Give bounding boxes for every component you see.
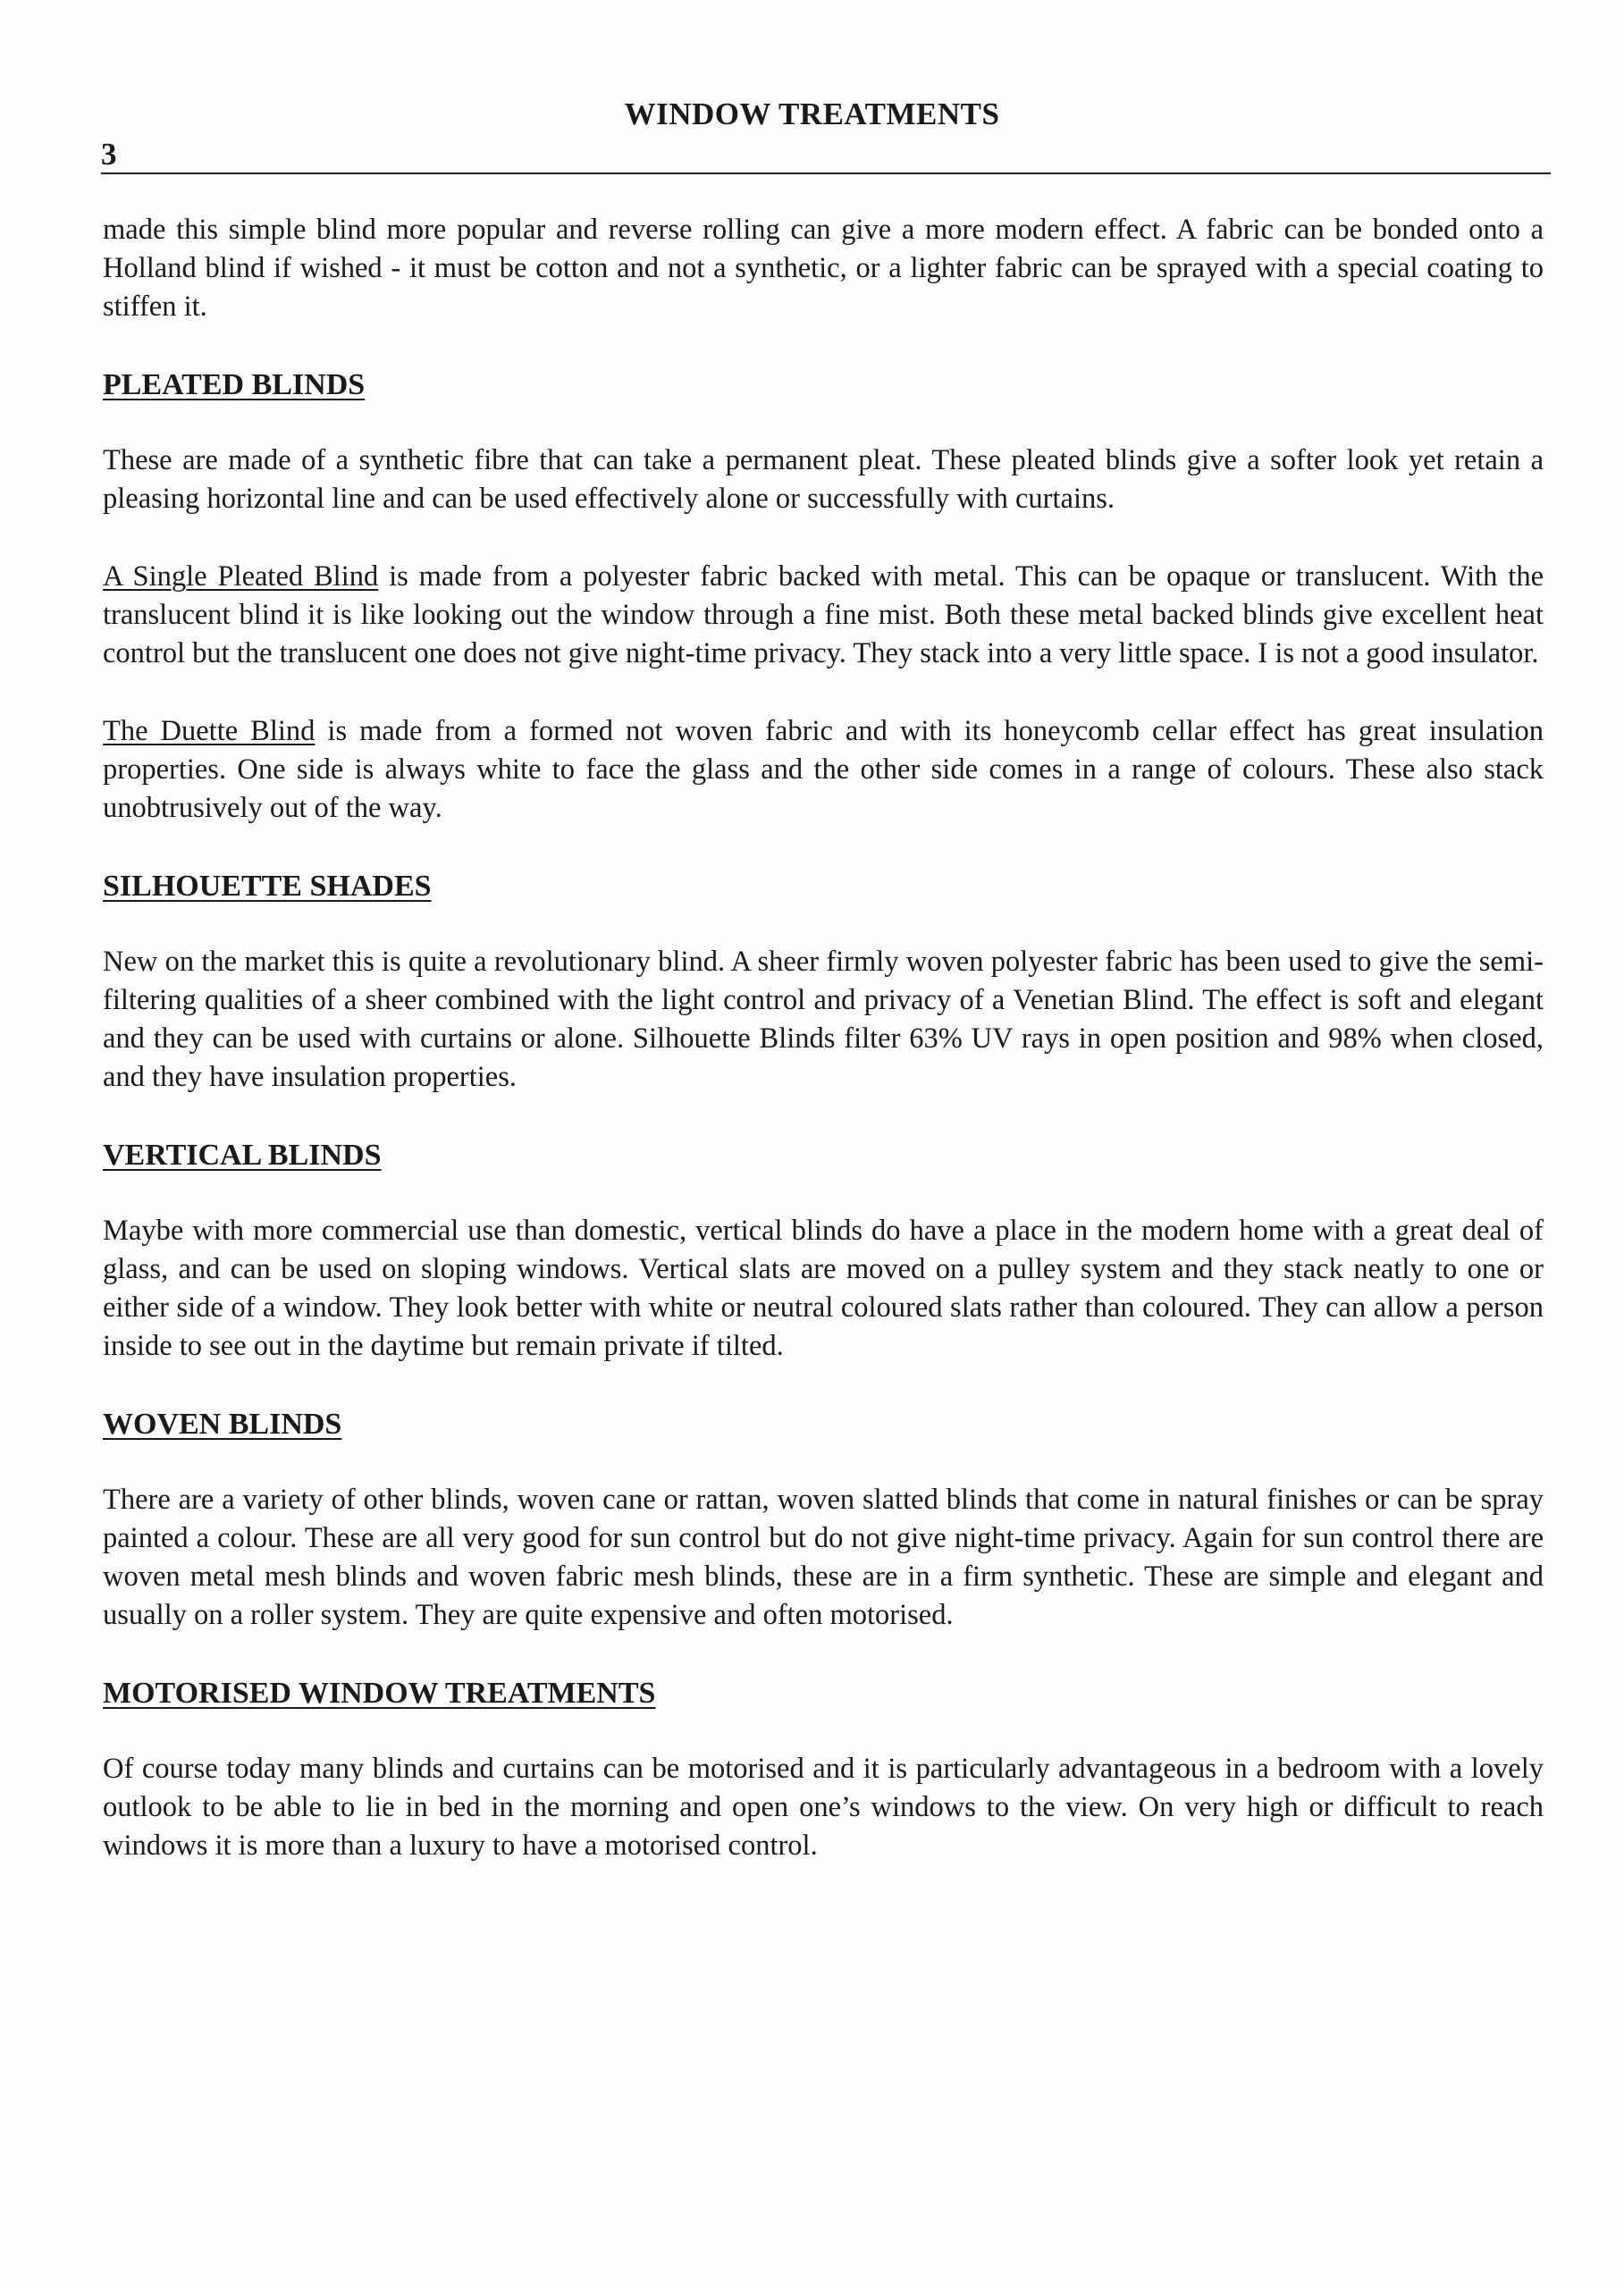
page-number: 3	[101, 137, 117, 172]
running-header-title: WINDOW TREATMENTS	[624, 97, 1000, 131]
duette-paragraph	[103, 712, 1544, 828]
heading-vertical-blinds: VERTICAL BLINDS	[103, 1139, 382, 1172]
heading-pleated-blinds: PLEATED BLINDS	[103, 368, 366, 401]
section-vertical-blinds	[103, 1136, 1544, 1366]
duette-term: The Duette Blind	[103, 715, 316, 747]
heading-silhouette-shades: SILHOUETTE SHADES	[103, 870, 432, 903]
section-woven-blinds	[103, 1405, 1544, 1635]
single-pleated-paragraph	[103, 558, 1544, 673]
header-divider	[101, 172, 1551, 174]
motorised-paragraph: Of course today many blinds and curtains can be motorised and it is particularly advantageous in a bedroom with a lovely outlook to be able to lie in bed in the morning and open one’s windows to the view. On very high or difficult to reach windows it is more than a luxury to have a motorised control.	[103, 1753, 1544, 1862]
section-pleated-blinds	[103, 366, 1544, 828]
single-pleated-text: is made from a polyester fabric backed with metal. This can be opaque or translucent. With the translucent blind it is like looking out the window through a fine mist. Both these metal backed blinds give excellent heat control but the translucent one does not give night-time privacy. They stack into a very little space. I is not a good insulator.	[103, 560, 1544, 669]
pleated-intro-paragraph: These are made of a synthetic fibre that can take a permanent pleat. These pleated blinds give a softer look yet retain a pleasing horizontal line and can be used effectively alone or successfully with curtains.	[103, 444, 1544, 515]
heading-woven-blinds: WOVEN BLINDS	[103, 1408, 342, 1441]
duette-text: is made from a formed not woven fabric and with its honeycomb cellar effect has great insulation properties. One side is always white to face the glass and the other side comes in a range of colours. These also stack unobtrusively out of the way.	[103, 715, 1544, 824]
page-body	[103, 211, 1544, 1865]
intro-paragraph: made this simple blind more popular and reverse rolling can give a more modern effect. A fabric can be bonded onto a Holland blind if wished - it must be cotton and not a synthetic, or a lighter fabric can be sprayed with a special coating to stiffen it.	[103, 214, 1544, 323]
vertical-paragraph: Maybe with more commercial use than domestic, vertical blinds do have a place in the modern home with a great deal of glass, and can be used on sloping windows. Vertical slats are moved on a pulley system and they stack neatly to one or either side of a window. They look better with white or neutral coloured slats rather than coloured. They can allow a person inside to see out in the daytime but remain private if tilted.	[103, 1215, 1544, 1362]
section-motorised-treatments	[103, 1674, 1544, 1865]
single-pleated-term: A Single Pleated Blind	[103, 560, 379, 593]
section-silhouette-shades	[103, 867, 1544, 1097]
woven-paragraph: There are a variety of other blinds, woven cane or rattan, woven slatted blinds that come in natural finishes or can be spray painted a colour. These are all very good for sun control but do not give night-time privacy. Again for sun control there are woven metal mesh blinds and woven fabric mesh blinds, these are in a firm synthetic. These are simple and elegant and usually on a roller system. They are quite expensive and often motorised.	[103, 1484, 1544, 1631]
heading-motorised-treatments: MOTORISED WINDOW TREATMENTS	[103, 1677, 656, 1710]
silhouette-paragraph: New on the market this is quite a revolutionary blind. A sheer firmly woven polyester fabric has been used to give the semi-filtering qualities of a sheer combined with the light control and privacy of a Venetian Blind. The effect is soft and elegant and they can be used with curtains or alone. Silhouette Blinds filter 63% UV rays in open position and 98% when closed, and they have insulation properties.	[103, 946, 1544, 1093]
